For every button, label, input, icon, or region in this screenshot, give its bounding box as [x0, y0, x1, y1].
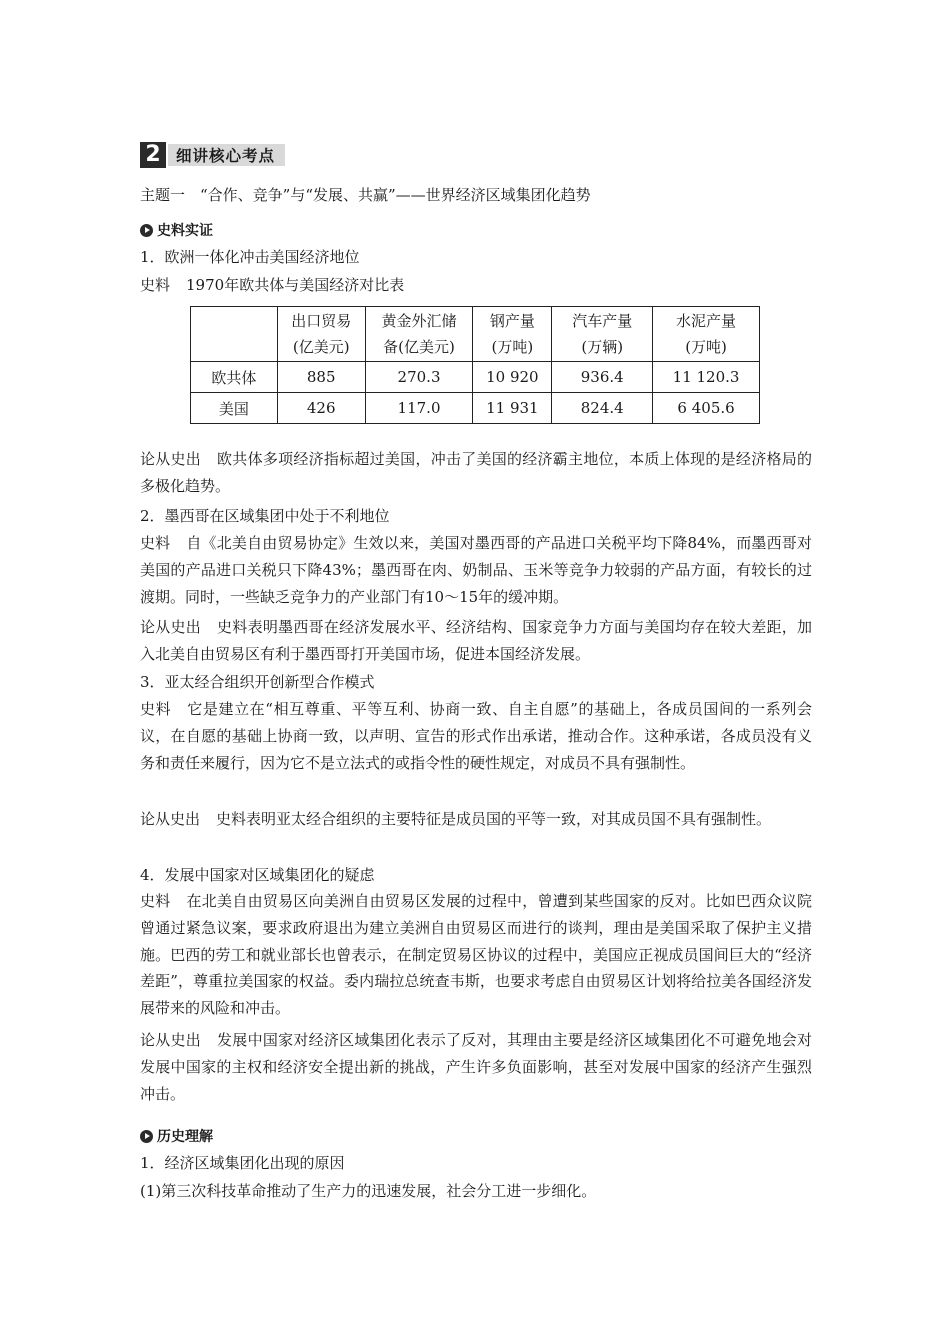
conclusion-text: 史料表明亚太经合组织的主要特征是成员国的平等一致，对其成员国不具有强制性。: [216, 810, 772, 828]
source-paragraph: [140, 530, 812, 610]
table-cell: 426: [277, 393, 365, 424]
conclusion-label: 论从史出: [140, 810, 201, 828]
table-header-cell: 黄金外汇储 备(亿美元): [365, 307, 473, 362]
item-title: 1．欧洲一体化冲击美国经济地位: [140, 248, 360, 266]
conclusion-text: 欧共体多项经济指标超过美国，冲击了美国的经济霸主地位，本质上体现的是经济格局的多极化趋势。: [140, 450, 812, 495]
table-cell: 117.0: [365, 393, 473, 424]
conclusion-paragraph: [140, 806, 812, 833]
table-cell: 6 405.6: [653, 393, 760, 424]
subhead-label: 历史理解: [157, 1129, 213, 1145]
source-text: 1970年欧共体与美国经济对比表: [186, 276, 405, 294]
conclusion-text: 史料表明墨西哥在经济发展水平、经济结构、国家竞争力方面与美国均存在较大差距，加入北美自由贸易区有利于墨西哥打开美国市场，促进本国经济发展。: [140, 618, 812, 663]
item-title: 2．墨西哥在区域集团中处于不利地位: [140, 507, 390, 525]
source-paragraph: [140, 696, 812, 776]
theme-heading: 主题一 “合作、竞争”与“发展、共赢”——世界经济区域集团化趋势: [140, 186, 591, 204]
table-header-cell: 出口贸易 (亿美元): [277, 307, 365, 362]
table-cell: 11 120.3: [653, 362, 760, 393]
source-label: 史料: [140, 276, 171, 294]
conclusion-label: 论从史出: [140, 1031, 202, 1049]
conclusion-text: 发展中国家对经济区域集团化表示了反对，其理由主要是经济区域集团化不可避免地会对发展中国家的主权和经济安全提出新的挑战，产生许多负面影响，甚至对发展中国家的经济产生强烈冲击。: [140, 1031, 812, 1103]
item-title: 4．发展中国家对区域集团化的疑虑: [140, 866, 375, 884]
table-cell: 824.4: [552, 393, 653, 424]
section-title: 细讲核心考点: [168, 144, 285, 166]
conclusion-paragraph: [140, 614, 812, 668]
table-cell: 936.4: [552, 362, 653, 393]
conclusion-label: 论从史出: [140, 618, 202, 636]
conclusion-paragraph: [140, 1027, 812, 1107]
subhead-historical-understanding: [140, 1126, 213, 1146]
source-label: 史料: [140, 892, 171, 910]
conclusion-label: 论从史出: [140, 450, 202, 468]
subhead-label: 史料实证: [157, 223, 213, 239]
item-title: 1．经济区域集团化出现的原因: [140, 1154, 345, 1172]
play-circle-icon: [140, 224, 153, 237]
subhead-historical-evidence: [140, 220, 213, 240]
table-header-cell: 钢产量 (万吨): [473, 307, 552, 362]
source-paragraph: [140, 888, 812, 1022]
section-number-badge: 2: [140, 142, 166, 168]
table-row: [191, 393, 760, 424]
table-header-cell: 汽车产量 (万辆): [552, 307, 653, 362]
source-text: 自《北美自由贸易协定》生效以来，美国对墨西哥的产品进口关税平均下降84%，而墨西哥对美国的产品进口关税只下降43%；墨西哥在肉、奶制品、玉米等竞争力较弱的产品方面，有较长的过渡期。同时，一些缺乏竞争力的产业部门有10～15年的缓冲期。: [140, 534, 812, 606]
table-cell: 885: [277, 362, 365, 393]
source-label: 史料: [140, 700, 172, 718]
economy-comparison-table: [190, 306, 760, 424]
conclusion-paragraph: [140, 446, 812, 500]
table-row: [191, 362, 760, 393]
source-label: 史料: [140, 534, 171, 552]
item-title: 3．亚太经合组织开创新型合作模式: [140, 673, 375, 691]
table-cell: 270.3: [365, 362, 473, 393]
table-cell: 欧共体: [191, 362, 278, 393]
source-line: [140, 274, 404, 296]
play-circle-icon: [140, 1130, 153, 1143]
table-header-cell: 水泥产量 (万吨): [653, 307, 760, 362]
table-cell: 美国: [191, 393, 278, 424]
section-header: [140, 142, 285, 168]
source-text: 它是建立在“相互尊重、平等互利、协商一致、自主自愿”的基础上，各成员国间的一系列会议，在自愿的基础上协商一致，以声明、宣告的形式作出承诺，推动合作。这种承诺，各成员没有义务和责任来履行，因为它不是立法式的或指令性的硬性规定，对成员不具有强制性。: [140, 700, 812, 772]
table-header-cell: [191, 307, 278, 362]
table-cell: 10 920: [473, 362, 552, 393]
list-point: (1)第三次科技革命推动了生产力的迅速发展，社会分工进一步细化。: [140, 1182, 597, 1200]
source-text: 在北美自由贸易区向美洲自由贸易区发展的过程中，曾遭到某些国家的反对。比如巴西众议院曾通过紧急议案，要求政府退出为建立美洲自由贸易区而进行的谈判，理由是美国采取了保护主义措施。巴西的劳工和就业部长也曾表示，在制定贸易区协议的过程中，美国应正视成员国间巨大的“经济差距”，尊重拉美国家的权益。委内瑞拉总统查韦斯，也要求考虑自由贸易区计划将给拉美各国经济发展带来的风险和冲击。: [140, 892, 812, 1018]
table-header-row: [191, 307, 760, 362]
table-cell: 11 931: [473, 393, 552, 424]
